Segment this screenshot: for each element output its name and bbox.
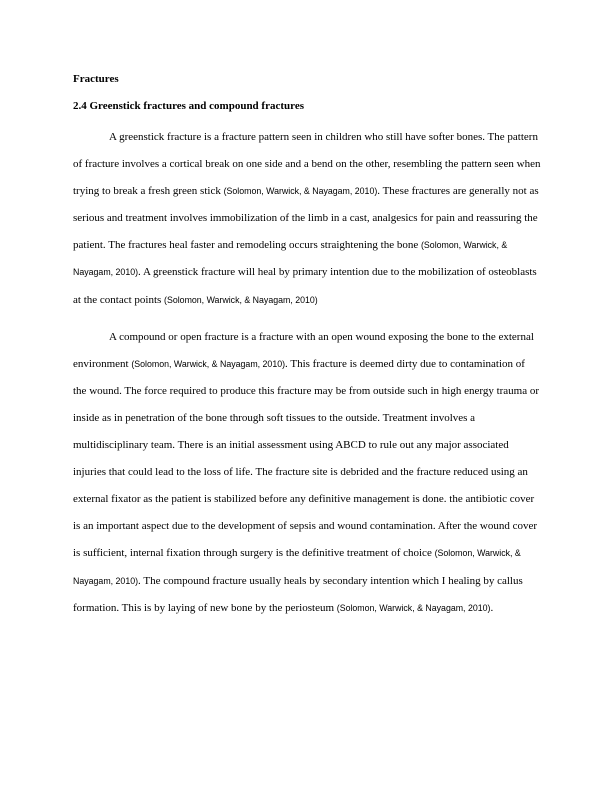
citation: (Solomon, Warwick, & Nayagam, 2010) — [336, 602, 491, 613]
document-title: Fractures — [73, 73, 119, 85]
paragraph-text: . This fracture is deemed dirty due to contamination of the wound. The force required to produce this fracture may be from outside such in high energy trauma or inside as in penetration of the bone through soft tissues to the outside. Treatment involves a multidisciplinary team. There is an initial assessment using ABCD to rule out any major associated injuries that could lead to the loss of life. The fracture site is debrided and the fracture reduced using an external fixator as the patient is stabilized before any definitive management is done. the antibiotic cover is an important aspect due to the development of sepsis and wound contamination. After the wound cover is sufficient, internal fixation through surgery is the definitive treatment of choice — [73, 357, 540, 560]
citation: (Solomon, Warwick, & Nayagam, 2010) — [164, 294, 318, 305]
paragraph-text: A greenstick fracture is a fracture pattern seen in children who still have softer bones. The pattern of fracture involves a cortical break on one side and a bend on the other, resembling the pattern seen when trying to break a fresh green stick — [73, 131, 541, 198]
section-heading: 2.4 Greenstick fractures and compound fractures — [73, 100, 304, 112]
paragraph-text: . A greenstick fracture will heal by primary intention due to the mobilization of osteoblasts at the contact points — [73, 266, 537, 306]
paragraph-text: . These fractures are generally not as serious and treatment involves immobilization of the limb in a cast, analgesics for pain and reassuring the patient. The fractures heal faster and remodeling occurs straightening the bone — [73, 185, 539, 252]
citation: (Solomon, Warwick, & Nayagam, 2010) — [223, 186, 378, 197]
paragraph-greenstick — [73, 124, 541, 314]
citation: (Solomon, Warwick, & Nayagam, 2010) — [73, 548, 521, 586]
paragraph-text: . The compound fracture usually heals by secondary intention which I healing by callus formation. This is by laying of new bone by the periosteum — [73, 574, 523, 614]
paragraph-compound — [73, 324, 541, 622]
paragraph-text: A compound or open fracture is a fracture with an open wound exposing the bone to the external environment — [73, 330, 534, 370]
citation: (Solomon, Warwick, & Nayagam, 2010) — [131, 358, 286, 369]
document-body — [73, 70, 541, 622]
citation: (Solomon, Warwick, & Nayagam, 2010) — [73, 240, 508, 278]
paragraph-text: . — [490, 601, 494, 614]
